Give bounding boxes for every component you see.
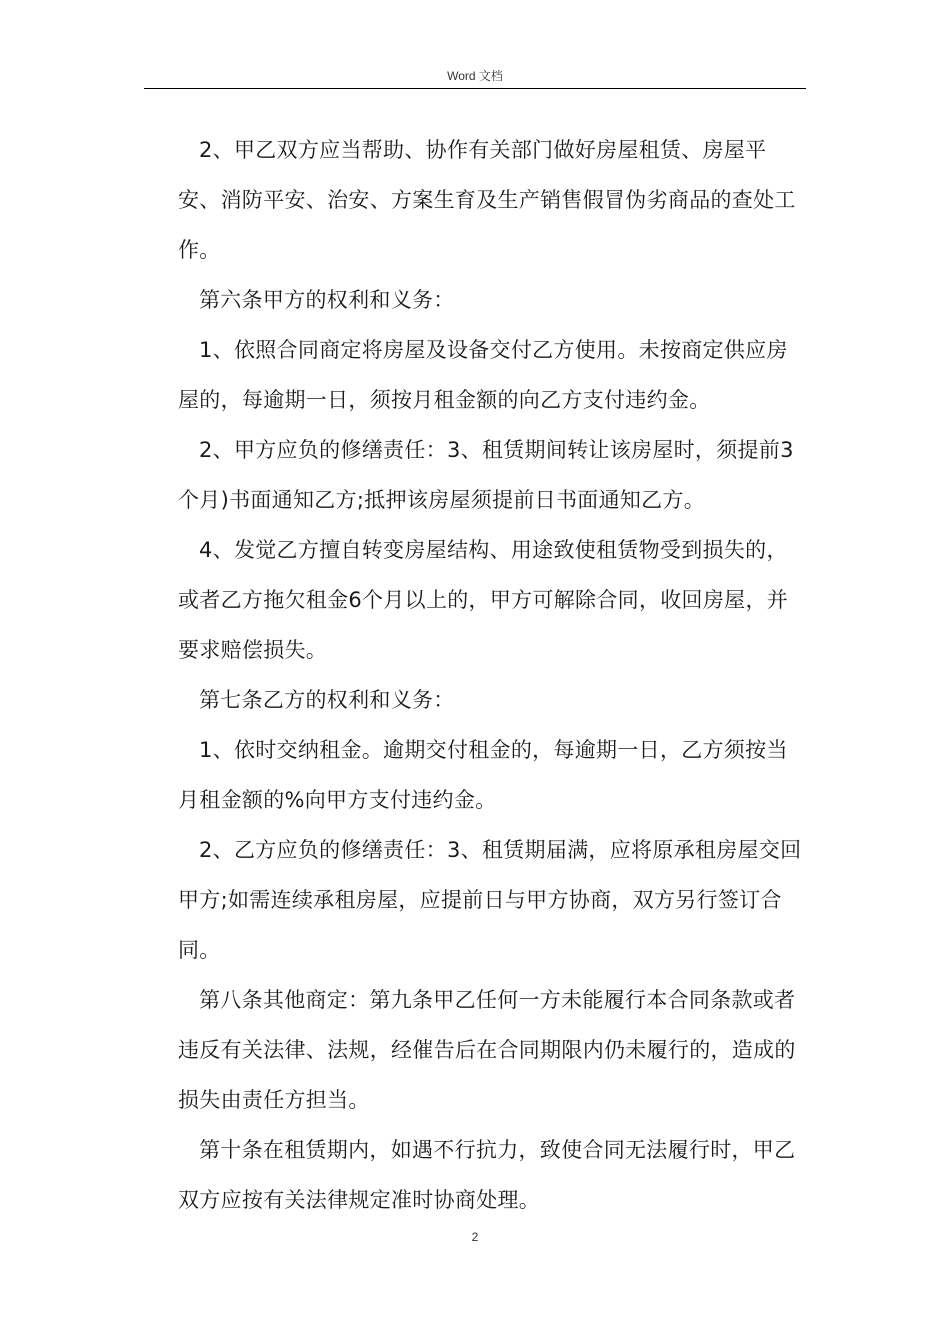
paragraph-1: 2、甲乙双方应当帮助、协作有关部门做好房屋租赁、房屋平安、消防平安、治安、方案生育及生产销售假冒伪劣商品的查处工作。 <box>178 138 796 262</box>
paragraph-3: 1、依照合同商定将房屋及设备交付乙方使用。未按商定供应房屋的，每逾期一日，须按月租金额的向乙方支付违约金。 <box>178 338 788 412</box>
paragraph-10: 第十条在租赁期内，如遇不行抗力，致使合同无法履行时，甲乙双方应按有关法律规定准时协商处理。 <box>178 1138 796 1212</box>
paragraph-4: 2、甲方应负的修缮责任：3、租赁期间转让该房屋时，须提前3个月)书面通知乙方;抵押该房屋须提前日书面通知乙方。 <box>178 438 794 512</box>
page-header <box>144 68 806 89</box>
paragraph-8: 2、乙方应负的修缮责任：3、租赁期届满，应将原承租房屋交回甲方;如需连续承租房屋，应提前日与甲方协商，双方另行签订合同。 <box>178 838 802 962</box>
page-number: 2 <box>471 1230 479 1244</box>
paragraph-2: 第六条甲方的权利和义务： <box>199 288 455 312</box>
paragraph-9: 第八条其他商定：第九条甲乙任何一方未能履行本合同条款或者违反有关法律、法规，经催告后在合同期限内仍未履行的，造成的损失由责任方担当。 <box>178 988 796 1112</box>
header-title: Word 文档 <box>447 69 503 83</box>
paragraph-5: 4、发觉乙方擅自转变房屋结构、用途致使租赁物受到损失的，或者乙方拖欠租金6个月以上的，甲方可解除合同，收回房屋，并要求赔偿损失。 <box>178 538 789 662</box>
document-body <box>178 125 806 1225</box>
paragraph-6: 第七条乙方的权利和义务： <box>199 688 455 712</box>
paragraph-7: 1、依时交纳租金。逾期交付租金的，每逾期一日，乙方须按当月租金额的%向甲方支付违约金。 <box>178 738 788 812</box>
